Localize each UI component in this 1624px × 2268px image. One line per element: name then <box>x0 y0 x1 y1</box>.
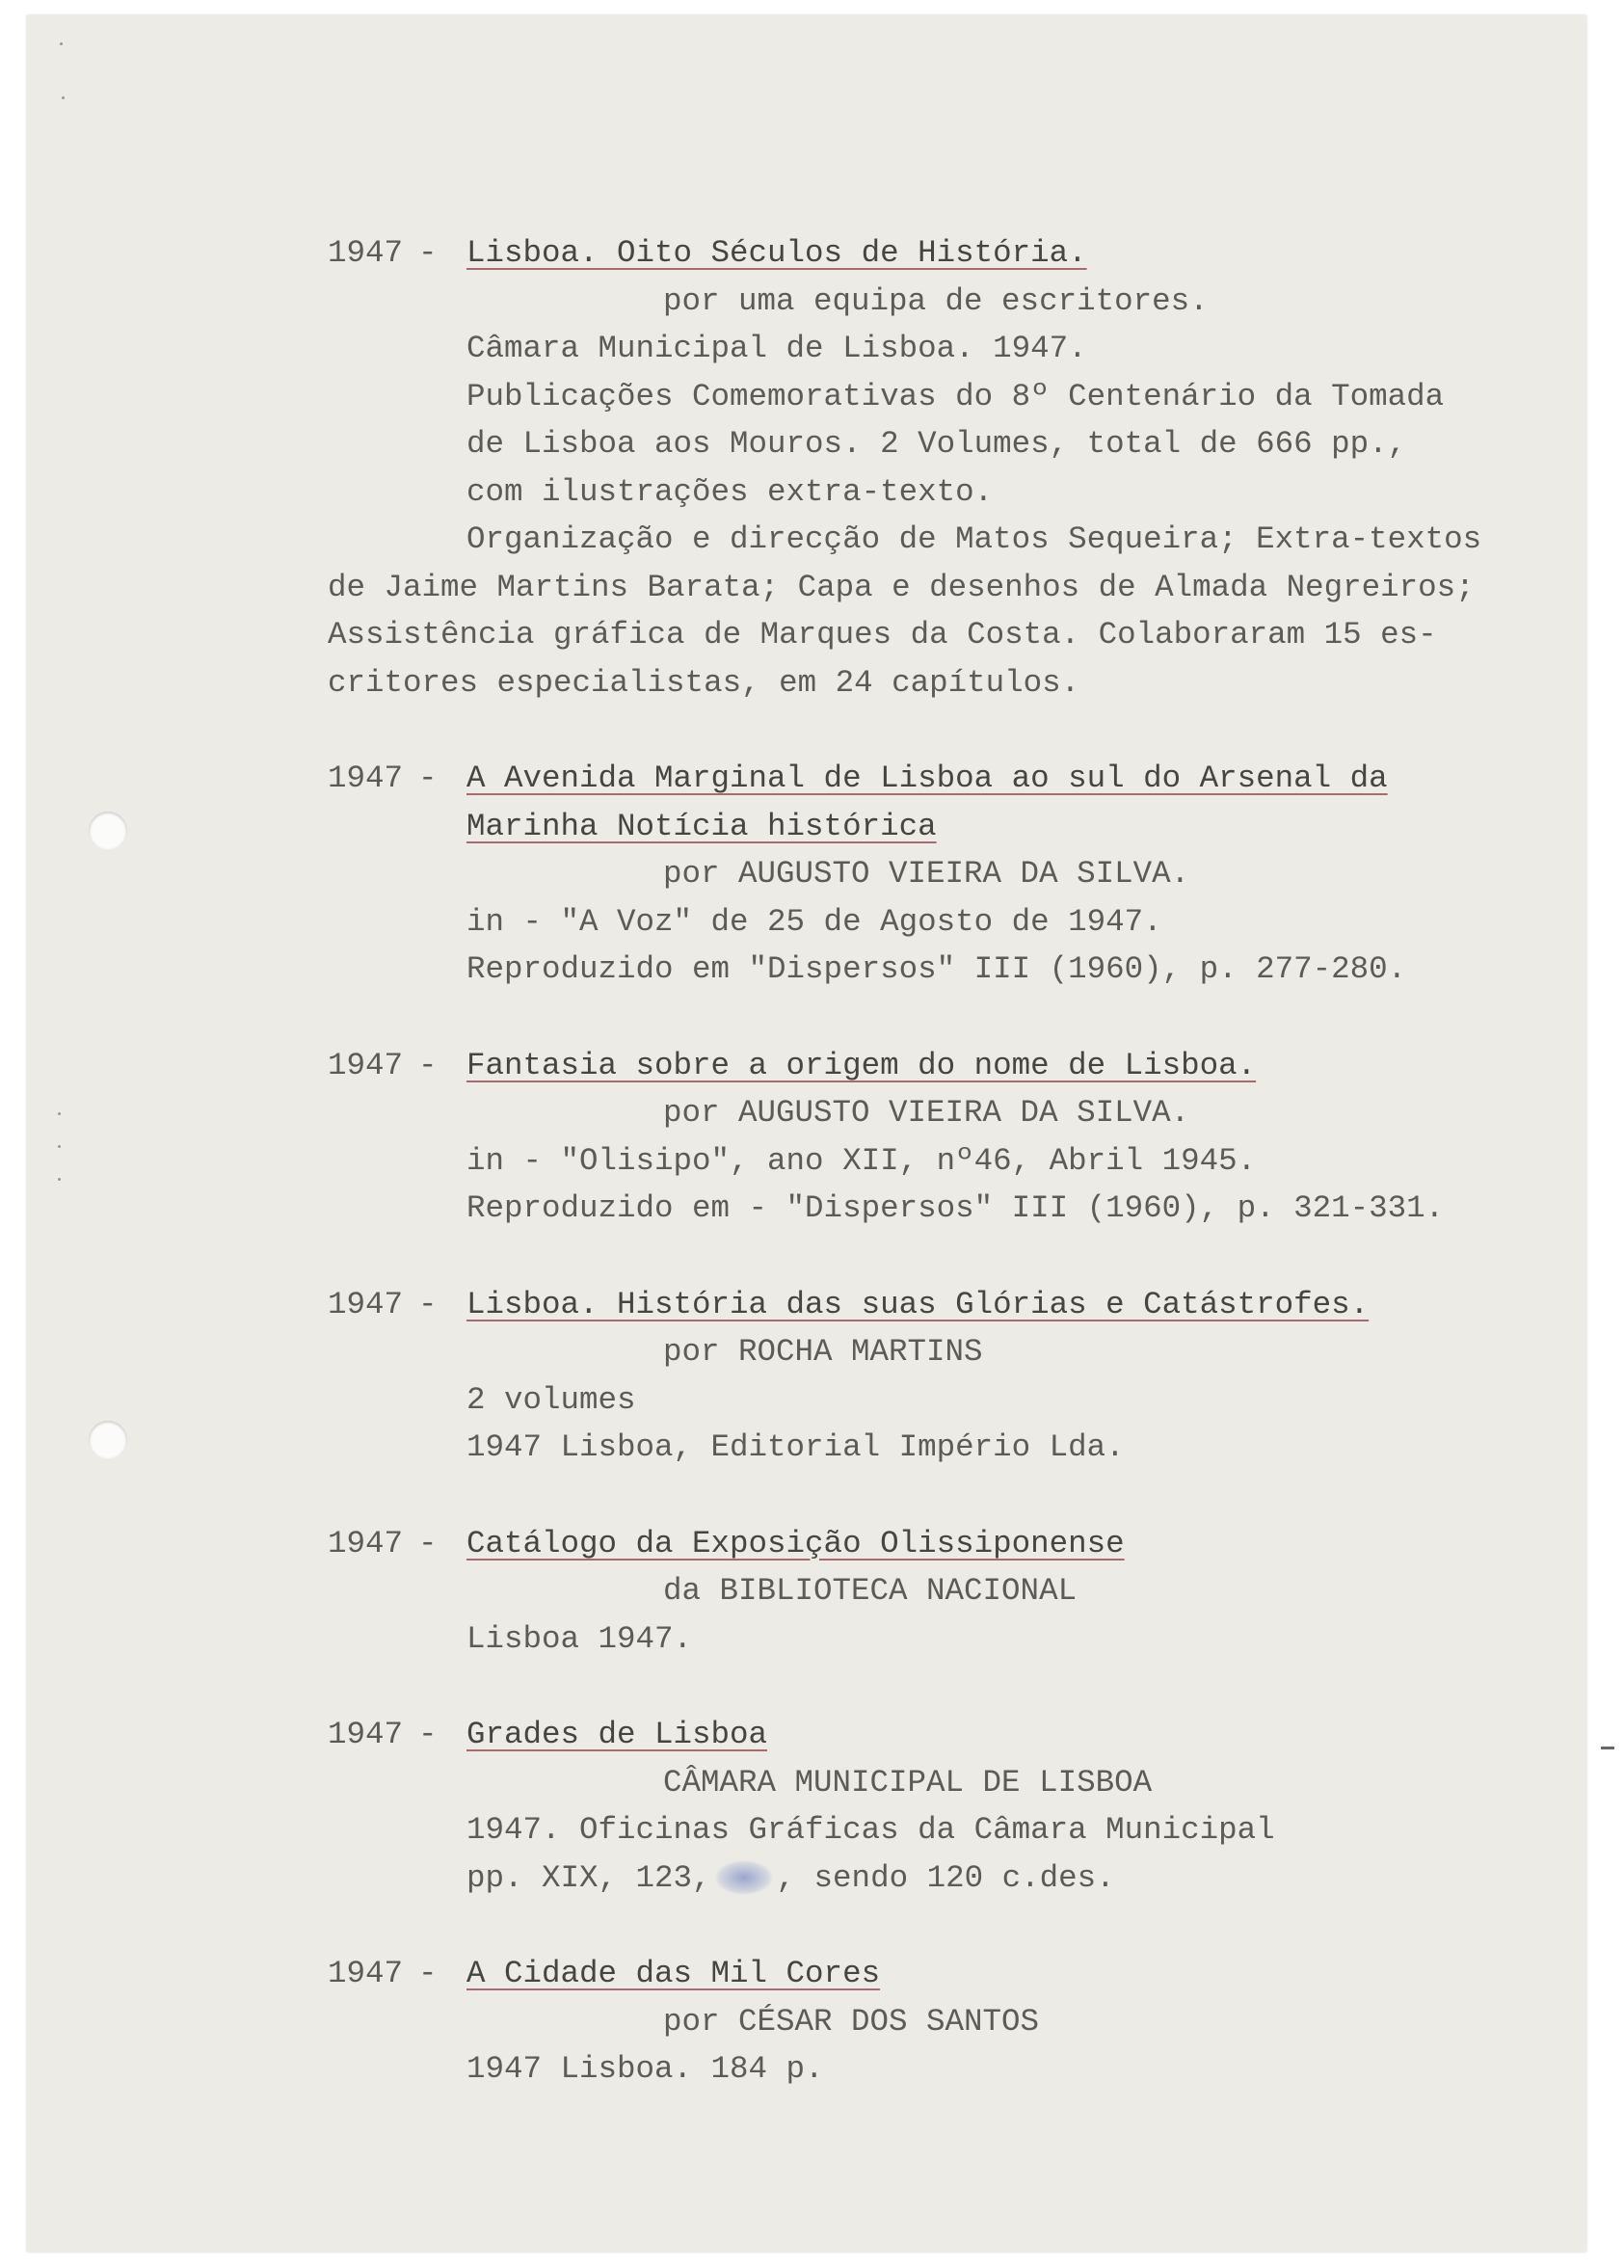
entry-detail-text: 1947. Oficinas Gráficas da Câmara Municipal <box>466 1812 1275 1848</box>
entry-detail-line <box>328 850 1532 898</box>
entry-title: Lisboa. Oito Séculos de História. <box>466 235 1087 271</box>
entry-detail-text: in - "A Voz" de 25 de Agosto de 1947. <box>466 903 1162 940</box>
entry-dash: - <box>418 235 438 271</box>
entry-heading-row <box>328 1950 1532 1998</box>
entry-detail-line <box>328 1137 1532 1186</box>
entry-heading-row <box>328 1042 1532 1090</box>
entry-dash: - <box>418 1717 438 1752</box>
entry-title: Grades de Lisboa <box>466 1717 768 1752</box>
entry-detail-line <box>328 1376 1532 1425</box>
entry-heading-row <box>328 229 1532 278</box>
entry-title: A Avenida Marginal de Lisboa ao sul do Arsenal da <box>466 760 1388 796</box>
pin-mark <box>62 96 65 99</box>
entry-dash: - <box>418 1956 438 1991</box>
pin-mark <box>58 1112 61 1115</box>
entry-title: A Cidade das Mil Cores <box>466 1956 881 1991</box>
entry-heading-row <box>328 803 1532 851</box>
entry-heading-row <box>328 1281 1532 1329</box>
entry-year-spacer <box>328 803 418 851</box>
entry-detail-text: Lisboa 1947. <box>466 1620 693 1657</box>
entry-heading-row <box>328 1520 1532 1568</box>
pin-mark <box>58 1178 61 1181</box>
entry-detail-line <box>328 1854 1532 1903</box>
entry-year: 1947 <box>328 1047 404 1083</box>
entry-detail-text: 1947 Lisboa. 184 p. <box>466 2051 824 2087</box>
ink-blot <box>715 1860 773 1895</box>
bibliography-entry <box>328 1950 1532 2094</box>
entry-year: 1947 <box>328 235 404 271</box>
entry-dash: - <box>418 1286 438 1322</box>
entry-detail-line <box>328 1615 1532 1664</box>
entry-year: 1947 <box>328 760 404 796</box>
entry-year: 1947 <box>328 1525 404 1561</box>
entry-title: Catálogo da Exposição Olissiponense <box>466 1525 1125 1561</box>
entry-detail-line <box>328 1998 1532 2046</box>
entry-detail-line <box>328 611 1532 659</box>
entry-detail-line <box>328 468 1532 517</box>
entry-detail-line <box>328 1806 1532 1854</box>
punch-hole-bottom <box>89 1421 127 1459</box>
entry-detail-line <box>328 278 1532 326</box>
bibliography-entry <box>328 1281 1532 1472</box>
entry-title: Lisboa. História das suas Glórias e Catástrofes. <box>466 1286 1370 1322</box>
entry-detail-text: com ilustrações extra-texto. <box>466 473 994 510</box>
entry-detail-text: CÂMARA MUNICIPAL DE LISBOA <box>663 1764 1153 1801</box>
entry-detail-text: Reproduzido em - "Dispersos" III (1960), p. 321-331. <box>466 1190 1445 1226</box>
entry-detail-line <box>328 420 1532 468</box>
entry-detail-text: por AUGUSTO VIEIRA DA SILVA. <box>663 1095 1190 1131</box>
entry-detail-text: Câmara Municipal de Lisboa. 1947. <box>466 331 1087 366</box>
entry-detail-text: Publicações Comemorativas do 8º Centenário da Tomada <box>466 378 1445 414</box>
entry-detail-text: por AUGUSTO VIEIRA DA SILVA. <box>663 856 1190 892</box>
entry-detail-line <box>328 1089 1532 1137</box>
entry-dash: - <box>418 760 438 796</box>
entry-detail-line <box>328 1328 1532 1376</box>
entry-detail-line <box>328 1759 1532 1807</box>
entry-heading-row <box>328 1711 1532 1759</box>
entry-detail-text: pp. XIX, 123, <box>466 1859 711 1896</box>
entry-detail-text: Assistência gráfica de Marques da Costa. Colaboraram 15 es- <box>328 617 1437 653</box>
entry-detail-line <box>328 1567 1532 1615</box>
entry-detail-text: Organização e direcção de Matos Sequeira; Extra-textos <box>466 521 1482 557</box>
entry-title: Marinha Notícia histórica <box>466 808 937 844</box>
entry-detail-text: por CÉSAR DOS SANTOS <box>663 2003 1040 2040</box>
bibliography-entry <box>328 229 1532 707</box>
entry-detail-text: critores especialistas, em 24 capítulos. <box>328 664 1080 701</box>
entry-detail-line <box>328 564 1532 612</box>
entry-detail-line <box>328 516 1532 564</box>
bibliography-entry <box>328 1520 1532 1664</box>
entry-detail-text: 1947 Lisboa, Editorial Império Lda. <box>466 1429 1125 1465</box>
entry-dash: - <box>418 1525 438 1561</box>
entry-detail-line <box>328 325 1532 373</box>
entry-year: 1947 <box>328 1956 404 1991</box>
entry-detail-text: Reproduzido em "Dispersos" III (1960), p. 277-280. <box>466 951 1407 987</box>
entry-title: Fantasia sobre a origem do nome de Lisboa. <box>466 1047 1257 1083</box>
entry-detail-line <box>328 898 1532 947</box>
entry-year: 1947 <box>328 1717 404 1752</box>
entry-detail-text: por uma equipa de escritores. <box>663 282 1209 319</box>
entry-detail-text: de Jaime Martins Barata; Capa e desenhos de Almada Negreiros; <box>328 569 1475 605</box>
pin-mark <box>58 1145 61 1148</box>
entry-detail-line <box>328 2045 1532 2094</box>
entry-detail-text: por ROCHA MARTINS <box>663 1334 983 1370</box>
punch-hole-top <box>89 812 127 850</box>
entry-detail-text: de Lisboa aos Mouros. 2 Volumes, total de 666 pp., <box>466 426 1407 462</box>
bibliography-entry <box>328 755 1532 994</box>
entry-detail-line <box>328 946 1532 994</box>
entry-detail-line <box>328 1424 1532 1472</box>
entry-detail-text: 2 volumes <box>466 1381 636 1418</box>
entry-detail-line <box>328 373 1532 421</box>
entry-year: 1947 <box>328 1286 404 1322</box>
entry-heading-row <box>328 755 1532 803</box>
entry-detail-line <box>328 659 1532 707</box>
bibliography-list <box>328 229 1532 2142</box>
bibliography-entry <box>328 1711 1532 1902</box>
entry-detail-text: in - "Olisipo", ano XII, nº46, Abril 1945. <box>466 1142 1257 1179</box>
entry-detail-text: , sendo 120 c.des. <box>776 1859 1115 1896</box>
entry-detail-line <box>328 1185 1532 1233</box>
entry-dash: - <box>418 1047 438 1083</box>
entry-dash-spacer <box>418 803 466 851</box>
pin-mark <box>60 42 63 45</box>
edge-mark <box>1601 1747 1614 1749</box>
bibliography-entry <box>328 1042 1532 1233</box>
entry-detail-text: da BIBLIOTECA NACIONAL <box>663 1573 1078 1609</box>
